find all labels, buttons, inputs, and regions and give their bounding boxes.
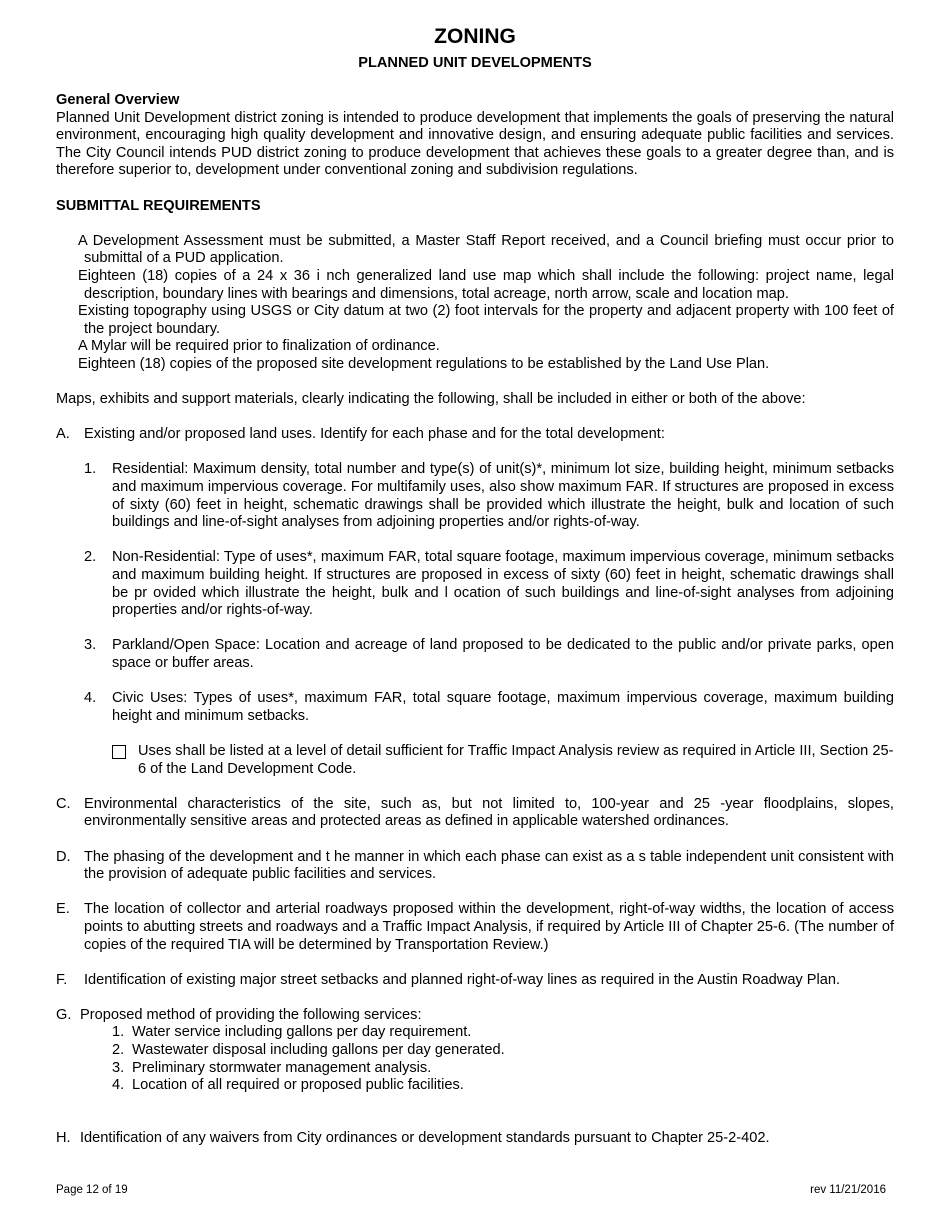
document-page bbox=[56, 24, 894, 1148]
land-use-item bbox=[84, 461, 894, 531]
section-label: E. bbox=[56, 901, 70, 918]
section-f bbox=[56, 972, 894, 990]
item-text: Preliminary stormwater management analysis. bbox=[132, 1059, 432, 1076]
section-text: Identification of any waivers from City ordinances or development standards pursuant to Chapter 25-2-402. bbox=[80, 1130, 770, 1147]
section-text: Identification of existing major street setbacks and planned right-of-way lines as required in the Austin Roadway Plan. bbox=[84, 971, 841, 988]
service-item bbox=[112, 1042, 894, 1060]
submittal-item: A Mylar will be required prior to finalization of ordinance. bbox=[78, 338, 440, 355]
submittal-item: Eighteen (18) copies of a 24 x 36 i nch generalized land use map which shall include the following: project name, legal description, boundary lines with bearings and dimensions, total acreage, north arrow, scale and location map. bbox=[78, 267, 894, 302]
section-label: D. bbox=[56, 848, 71, 865]
submittal-item: A Development Assessment must be submitted, a Master Staff Report received, and a Council briefing must occur prior to submittal of a PUD application. bbox=[78, 232, 894, 267]
page-number: Page 12 of 19 bbox=[56, 1184, 128, 1196]
service-item bbox=[112, 1060, 894, 1078]
section-label: G. bbox=[56, 1006, 72, 1023]
section-label: A. bbox=[56, 426, 70, 443]
checkbox-icon[interactable] bbox=[112, 745, 126, 759]
uses-note-text: Uses shall be listed at a level of detail sufficient for Traffic Impact Analysis review as required in Article III, Section 25-6 of the Land Development Code. bbox=[138, 742, 894, 777]
item-number: 2. bbox=[112, 1042, 125, 1059]
section-text: Existing and/or proposed land uses. Identify for each phase and for the total development: bbox=[84, 426, 665, 443]
revision-date: rev 11/21/2016 bbox=[810, 1184, 886, 1196]
section-text: Proposed method of providing the following services: bbox=[80, 1006, 422, 1023]
overview-body: Planned Unit Development district zoning is intended to produce development that implements the goals of preserving the natural environment, encouraging high quality development and innovative design, and ensuring adequate public facilities and services. The City Council intends PUD district zoning to produce development that achieves these goals to a greater degree than, and is therefore superior to, development under conventional zoning and subdivision regulations. bbox=[56, 109, 894, 179]
item-text: Water service including gallons per day requirement. bbox=[132, 1024, 472, 1041]
submittal-list bbox=[56, 233, 894, 374]
service-item bbox=[112, 1024, 894, 1042]
item-number: 1. bbox=[84, 461, 97, 478]
item-text: Parkland/Open Space: Location and acreage of land proposed to be dedicated to the public and/or private parks, open space or buffer areas. bbox=[112, 637, 894, 671]
item-number: 3. bbox=[84, 637, 97, 654]
item-text: Location of all required or proposed public facilities. bbox=[132, 1077, 464, 1094]
item-text: Wastewater disposal including gallons per day generated. bbox=[132, 1042, 505, 1059]
section-text: The location of collector and arterial roadways proposed within the development, right-of-way widths, the location of access points to abutting streets and roadways and a Traffic Impact Analysis, if required by Article III of Chapter 25-6. (The number of copies of the required TIA will be determined by Transportation Review.) bbox=[84, 901, 894, 953]
service-item bbox=[112, 1077, 894, 1095]
item-number: 3. bbox=[112, 1059, 125, 1076]
submittal-item: Existing topography using USGS or City datum at two (2) foot intervals for the property and adjacent property with 100 feet of the project boundary. bbox=[78, 303, 894, 337]
item-text: Residential: Maximum density, total number and type(s) of unit(s)*, minimum lot size, building height, minimum setbacks and maximum impervious coverage. For multifamily uses, also show maximum FAR. If structures are proposed in excess of sixty (60) feet in height, schematic drawings shall be provided which illustrate the height, bulk and location of such buildings and line-of-sight analyses from adjoining properties and/or rights-of-way. bbox=[112, 461, 894, 531]
services-list bbox=[112, 1024, 894, 1094]
item-number: 2. bbox=[84, 549, 97, 566]
land-use-item bbox=[84, 690, 894, 725]
section-label: H. bbox=[56, 1130, 71, 1147]
section-h bbox=[56, 1130, 894, 1148]
item-number: 4. bbox=[84, 690, 97, 707]
item-text: Civic Uses: Types of uses*, maximum FAR, total square footage, maximum impervious coverage, maximum building height and minimum setbacks. bbox=[112, 690, 894, 724]
page-subtitle: PLANNED UNIT DEVELOPMENTS bbox=[358, 55, 592, 71]
item-number: 1. bbox=[112, 1024, 125, 1041]
submittal-heading: SUBMITTAL REQUIREMENTS bbox=[56, 197, 261, 214]
item-text: Non-Residential: Type of uses*, maximum FAR, total square footage, maximum impervious coverage, minimum setbacks and maximum building height. If structures are proposed in excess of sixty (60) feet in height, schematic drawings shall be pr ovided which illustrate the height, bulk and l ocation of such buildings and line-of-sight analyses from adjoining properties and/or rights-of-way. bbox=[112, 549, 894, 619]
section-text: Environmental characteristics of the site, such as, but not limited to, 100-year and 25 -year floodplains, slopes, environmentally sensitive areas and protected areas as defined in applicable watershed ordinances. bbox=[84, 795, 894, 830]
section-c bbox=[56, 796, 894, 831]
item-number: 4. bbox=[112, 1077, 125, 1094]
section-g bbox=[56, 1007, 894, 1025]
section-a bbox=[56, 426, 894, 444]
section-e bbox=[56, 901, 894, 954]
section-label: C. bbox=[56, 795, 71, 812]
submittal-item: Eighteen (18) copies of the proposed site development regulations to be established by the Land Use Plan. bbox=[78, 355, 770, 372]
uses-note bbox=[112, 743, 894, 778]
land-use-item bbox=[84, 549, 894, 619]
land-use-item bbox=[84, 637, 894, 672]
overview-heading: General Overview bbox=[56, 92, 180, 108]
section-d bbox=[56, 849, 894, 884]
maps-intro: Maps, exhibits and support materials, clearly indicating the following, shall be included in either or both of the above: bbox=[56, 391, 806, 408]
page-title: ZONING bbox=[434, 25, 516, 48]
section-label: F. bbox=[56, 971, 68, 988]
section-text: The phasing of the development and t he manner in which each phase can exist as a s table independent unit consistent with the provision of adequate public facilities and services. bbox=[84, 848, 894, 883]
